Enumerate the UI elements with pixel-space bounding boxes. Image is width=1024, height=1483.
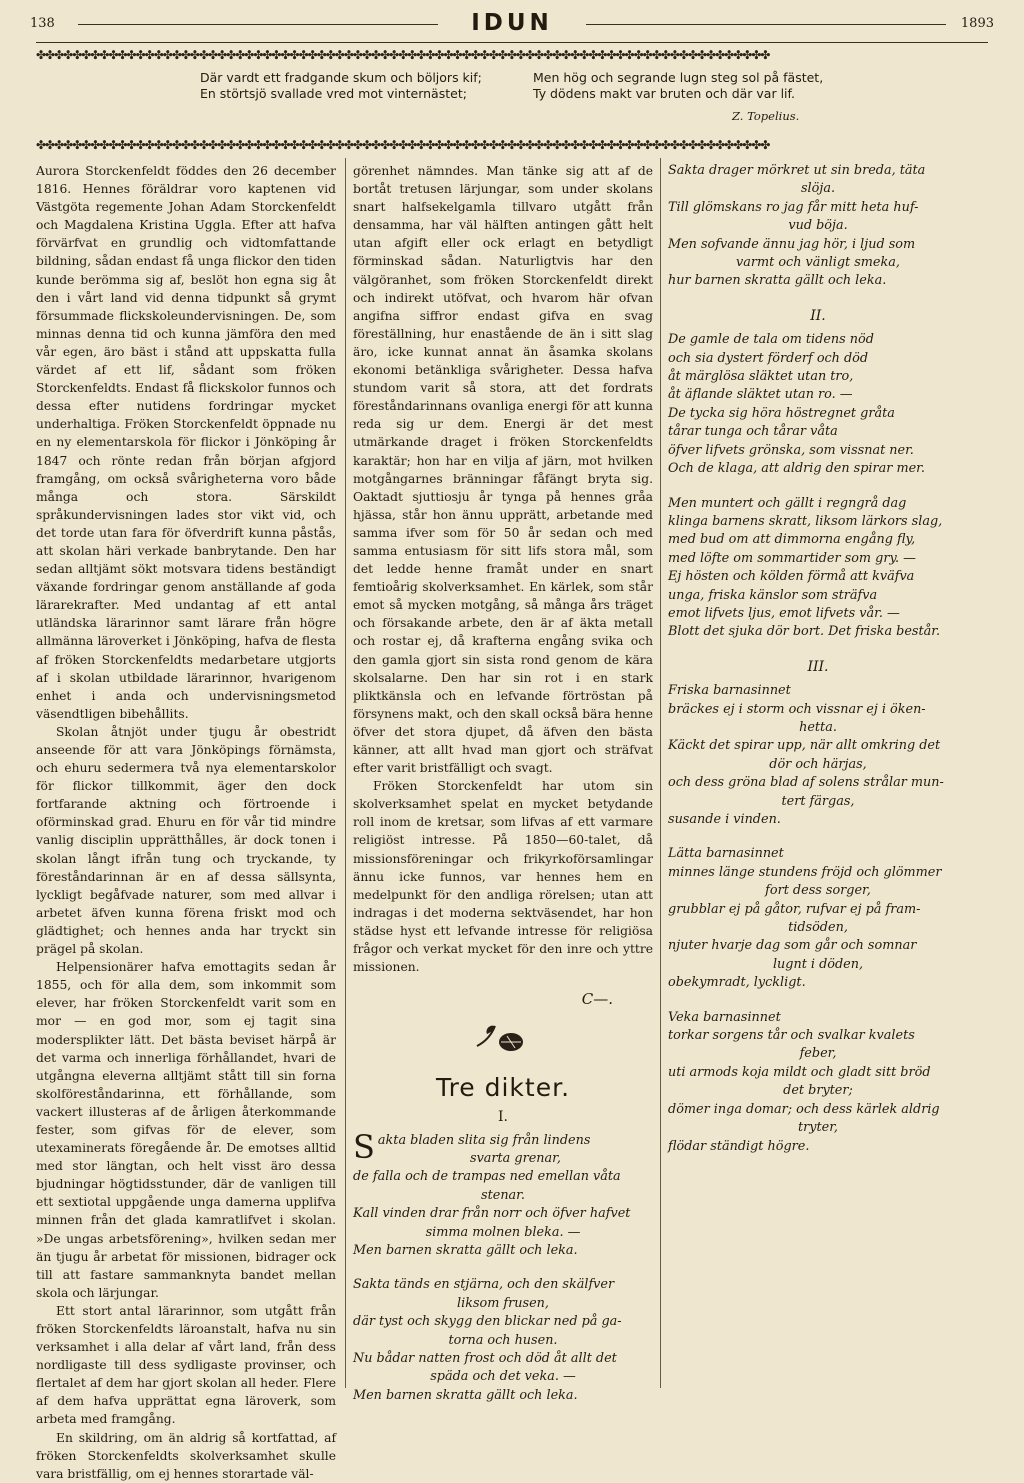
article-paragraph: Fröken Storckenfeldt har utom sin skolverksamhet spelat en mycket betydande roll inom de kretsar, som lifvas af ett varmare religiöst intresse. På 1850—60-talet, då missionsföreningar och frikyrkoförsamlingar ännu icke funnos, var hennes hem en medelpunkt för den andliga rörelsen; utan att indragas i det moderna sektväsendet, har hon städse hyst ett lefvande intresse för religiösa frågor och verkat mycket för den inre och yttre missionen. (353, 779, 653, 975)
poem-line: Blott det sjuka dör bort. Det friska består. (668, 624, 941, 640)
poem-line: Men sofvande ännu jag hör, i ljud som (668, 236, 916, 252)
poem-line: Friska barnasinnet (668, 683, 791, 699)
poem-section-number: III. (807, 658, 829, 675)
page-number: 138 (30, 16, 55, 31)
poem-line: Och de klaga, att aldrig den spirar mer. (668, 461, 925, 477)
publication-year: 1893 (960, 16, 994, 31)
poem-line: och sia dystert förderf och död (668, 350, 869, 366)
poem-section-number: II. (810, 307, 826, 324)
poem-line: torna och husen. (448, 1332, 558, 1348)
poem-line: med bud om att dimmorna engång fly, (668, 532, 916, 548)
verse-line: Men hög och segrande lugn steg sol på fästet, (533, 70, 824, 85)
article-paragraph: Helpensionärer hafva emottagits sedan år 1855, och för alla dem, som inkommit som elever, har fröken Storckenfeldt varit som en mor — en god mor, som ej tagit sina modersplikter lätt. Det bästa beviset härpå är det varma och innerliga förhållandet, hvari de utgångna eleverna alltjämt stått till sin forna skolföreståndarinna, ett förhållande, som vackert illusteras af de årligen återkommande fester, som gifvas för de elever, som utexaminerats föregående år. De emotses alltid med stor längtan, och helt visst äro dessa bjudningar högtidsstunder, där de vanligen till ett sextiotal uppgående unga damerna upplifva minnen från det glada kamratlifvet i skolan. »De ungas arbetsförening», hvilken sedan mer än tjugu år arbetat för missionen, bidrager ock till att fastare sammanknyta bandet mellan skola och lärjungar. (36, 960, 336, 1300)
poem-line: emot lifvets ljus, emot lifvets vår. — (668, 605, 900, 621)
poem-line: Till glömskans ro jag får mitt heta huf- (668, 199, 919, 215)
poem-line: tidsöden, (788, 920, 848, 936)
poem-section-number: I. (498, 1108, 508, 1125)
poem-line: simma molnen bleka. — (425, 1224, 581, 1240)
column-divider (660, 158, 661, 1388)
poem-line: liksom frusen, (457, 1295, 549, 1311)
article-column-1 (36, 162, 336, 1483)
poem-line: åt äflande släktet utan ro. — (668, 387, 853, 403)
top-verse-left (200, 70, 530, 102)
poem-line: Sakta tänds en stjärna, och den skälfver (353, 1277, 615, 1293)
article-column-2 (353, 162, 653, 1421)
article-paragraph: Ett stort antal lärarinnor, som utgått från fröken Storckenfeldts läroanstalt, hafva nu sin verksamhet i alla delar af vårt land, från dess nordligaste till dess sydligaste provinser, och flertalet af dem har gjort skolan all heder. Flere af dem hafva upprättat egna läroverk, som arbeta med framgång. (36, 1303, 336, 1427)
poem-line: Veka barnasinnet (668, 1009, 781, 1025)
poem-stanza (353, 1276, 653, 1405)
ornament-border-top: ✤✤✤✤✤✤✤✤✤✤✤✤✤✤✤✤✤✤✤✤✤✤✤✤✤✤✤✤✤✤✤✤✤✤✤✤✤✤✤✤✤✤✤✤✤✤✤✤✤✤✤✤✤✤✤✤✤✤✤✤✤✤✤✤✤✤✤✤✤✤✤✤✤✤✤✤✤✤✤✤✤ (36, 48, 770, 62)
poem-line: unga, friska känslor som sträfva (668, 587, 878, 603)
column-divider (345, 158, 346, 1388)
poem-line: fort dess sorger, (765, 883, 871, 899)
poem-line: De gamle de tala om tidens nöd (668, 332, 874, 348)
poem-line: stenar. (481, 1187, 525, 1203)
article-paragraph: görenhet nämndes. Man tänke sig att af de bortåt tretusen lärjungar, som under skolans snart halfsekelgamla tillvaro utgått från densamma, har väl hälften antingen gått helt utan afgift eller ock erlagt en betydligt förminskad sådan. Naturligtvis har den välgöranhet, som fröken Storckenfeldt direkt och indirekt utöfvat, och hvarom här ofvan angifna siffror endast gifva en svag föreställning, hur enastående de än i sitt slag äro, icke kunnat annat än åsamka skolans ekonomi betänkliga svårigheter. Dessa hafva stundom varit så stora, att det fordrats föreståndarinnans ovanliga energi för att kunna reda sig ur dem. Energi är det mest utmärkande draget i fröken Storckenfeldts karaktär; hon har en vilja af järn, mot hvilken motgångarnes bränningar fåfängt bryta sig. Oaktadt sjuttiosju år tynga på hennes gråa hjässa, står hon ännu upprätt, arbetande med samma ifver som för 50 år sedan och med samma entusiasm för sitt lifs stora mål, som det ledde henne framåt under en snart femtioårig skolverksamhet. En kärlek, som står emot så mycken motgång, så många års träget och försakande arbete, den är af äkta metall och rostar ej, då krafterna engång svika och den gamla gjort sin sista rond genom de kära skolsalarne. Den har sin rot i en stark pliktkänsla och en lefvande förtröstan på försynens makt, och den skall också bära henne öfver det stora djupet, då äfven den bästa känner, att allt hvad man gjort och sträfvat efter varit bristfälligt och svagt. (353, 164, 653, 776)
publication-title: IDUN (471, 10, 553, 36)
poem-line: feber, (799, 1046, 837, 1062)
verse-line: En störtsjö svallade vred mot vinternästet; (200, 86, 467, 101)
poem-stanza (668, 845, 968, 992)
poem-line: och dess gröna blad af solens strålar mun- (668, 775, 944, 791)
header-underline (36, 42, 988, 43)
poem-line: susande i vinden. (668, 812, 781, 827)
leaf-vignette-icon (471, 1016, 531, 1056)
poem-line: åt märglösa släktet utan tro, (668, 369, 854, 385)
poem-line: Lätta barnasinnet (668, 846, 784, 862)
poem-line: Sakta drager mörkret ut sin breda, täta (668, 163, 926, 178)
ornament-border-middle: ✤✤✤✤✤✤✤✤✤✤✤✤✤✤✤✤✤✤✤✤✤✤✤✤✤✤✤✤✤✤✤✤✤✤✤✤✤✤✤✤✤✤✤✤✤✤✤✤✤✤✤✤✤✤✤✤✤✤✤✤✤✤✤✤✤✤✤✤✤✤✤✤✤✤✤✤✤✤✤✤✤ (36, 138, 770, 152)
poem-line: Men muntert och gällt i regngrå dag (668, 495, 907, 511)
poem-stanza (668, 495, 968, 642)
poem-line: minnes länge stundens fröjd och glömmer (668, 864, 942, 880)
poem-line: Kall vinden drar från norr och öfver hafvet (353, 1206, 631, 1222)
poem-line: hur barnen skratta gällt och leka. (668, 273, 887, 289)
poem-line: med löfte om sommartider som gry. — (668, 550, 916, 566)
poem-line: tryter, (798, 1120, 838, 1136)
poem-line: bräckes ej i storm och vissnar ej i öken- (668, 701, 926, 717)
poem-line: hetta. (799, 719, 837, 735)
poem-line: tårar tunga och tårar våta (668, 424, 838, 440)
article-paragraph: Skolan åtnjöt under tjugu år obestridt anseende för att vara Jönköpings förnämsta, och ehuru sedermera två nya elementarskolor för flickor tillkommit, äger den dock fortfarande aktning och förtroende i oförminskad grad. Ehuru en för vår tid mindre vanlig disciplin upprätthålles, är dock tonen i skolan långt ifrån tung och tryckande, ty föreståndarinnan är en af dessa sällsynta, lyckligt begåfvade naturer, som med allvar i arbetet äfven kunna förena friskt mod och glädtighet; och hennes anda har tryckt sin prägel på skolan. (36, 724, 336, 957)
poem-part-1 (353, 1127, 653, 1406)
poem-line: Käckt det spirar upp, när allt omkring det (668, 738, 941, 754)
poem-line: flödar ständigt högre. (668, 1138, 810, 1154)
poem-stanza (668, 1009, 968, 1156)
verse-signature: Z. Topelius. (732, 109, 800, 123)
poem-line: Nu bådar natten frost och död åt allt det (353, 1351, 617, 1367)
author-initials: C—. (581, 990, 613, 1009)
poem-line: späda och det veka. — (430, 1369, 576, 1385)
poem-line: svarta grenar, (470, 1151, 561, 1166)
page-header (30, 10, 994, 40)
drop-cap: S (353, 1127, 375, 1166)
poem-line: de falla och de trampas ned emellan våta (353, 1169, 621, 1185)
poem-line: dömer inga domar; och dess kärlek aldrig (668, 1101, 940, 1117)
verse-line: Ty dödens makt var bruten och där var lif. (533, 86, 795, 101)
article-paragraph: En skildring, om än aldrig så kortfattad, af fröken Storckenfeldts skolverksamhet skulle vara bristfällig, om ej hennes storartade väl- (36, 1430, 336, 1481)
poem-stanza (353, 1127, 653, 1261)
header-rule-right (586, 24, 946, 25)
poem-line: Ej hösten och kölden förmå att kväfva (668, 569, 915, 585)
poem-line: det bryter; (783, 1083, 853, 1099)
poem-column-3 (668, 162, 968, 1172)
poem-line: slöja. (800, 181, 836, 197)
poem-line: vud böja. (788, 218, 848, 234)
verse-line: Där vardt ett fradgande skum och böljors kif; (200, 70, 482, 85)
poem-line: akta bladen slita sig från lindens (377, 1132, 591, 1148)
poem-line: Men barnen skratta gällt och leka. (353, 1243, 578, 1259)
poem-line: torkar sorgens tår och svalkar kvalets (668, 1028, 915, 1044)
poem-line: Men barnen skratta gällt och leka. (353, 1387, 578, 1403)
poem-line: njuter hvarje dag som går och somnar (668, 938, 917, 954)
top-verse-right (533, 70, 863, 102)
poem-line: De tycka sig höra höstregnet gråta (668, 405, 895, 421)
poem-line: grubblar ej på gåtor, rufvar ej på fram- (668, 901, 921, 917)
poem-line: öfver lifvets grönska, som vissnat ner. (668, 442, 914, 458)
poem-line: varmt och vänligt smeka, (736, 255, 900, 271)
poem-line: uti armods koja mildt och gladt sitt bröd (668, 1064, 931, 1080)
poems-heading: Tre dikter. (435, 1073, 571, 1103)
poem-line: dör och härjas, (769, 756, 867, 772)
article-paragraph: Aurora Storckenfeldt föddes den 26 december 1816. Hennes föräldrar voro kaptenen vid Västgöta regemente Johan Adam Storckenfeldt och Magdalena Kristina Uggla. Efter att hafva förvärfvat en grundlig och vidtomfattande bildning, sådan endast få unga flickor den tiden kunde berömma sig af, beslöt hon egna sig åt den i vårt land vid denna tidpunkt så grymt försummade flickskoleundervisningen. De, som minnas denna tid och kunna jämföra den med vår egen, äro bäst i stånd att uppskatta fulla värdet af ett lif, sådant som fröken Storckenfeldts. Endast få flickskolor funnos och dessa efter nutidens fordringar mycket underhaltiga. Fröken Storckenfeldt öppnade nu en ny elementarskola för flickor i Jönköping år 1847 och rönte redan från början afgjord framgång, om också svårigheterna voro både många och stora. Särskildt språkundervisningen lades stor vikt vid, och det torde utan fara för öfverdrift kunna påstås, att skolan häri verkade banbrytande. Den har sedan alltjämt sökt motsvara tidens beständigt växande fordringar genom anställande af goda lärarekrafter. Med undantag af ett antal utländska lärarinnor samt lärare från högre allmänna läroverket i Jönköping, hafva de flesta af fröken Storckenfeldts medarbetare utgjorts af i skolan utbildade lärarinnor, hvarigenom enhet i anda och undervisningsmetod väsendtligen bibehållits. (36, 164, 336, 721)
poem-line: obekymradt, lyckligt. (668, 975, 806, 991)
poem-stanza (668, 682, 968, 829)
poem-line: tert färgas, (781, 793, 855, 809)
poem-line: där tyst och skygg den blickar ned på ga- (353, 1314, 622, 1330)
poem-line: lugnt i döden, (772, 956, 864, 972)
poem-stanza (668, 331, 968, 478)
poem-line: klinga barnens skratt, liksom lärkors slag, (668, 513, 943, 529)
poem-stanza (668, 162, 968, 291)
